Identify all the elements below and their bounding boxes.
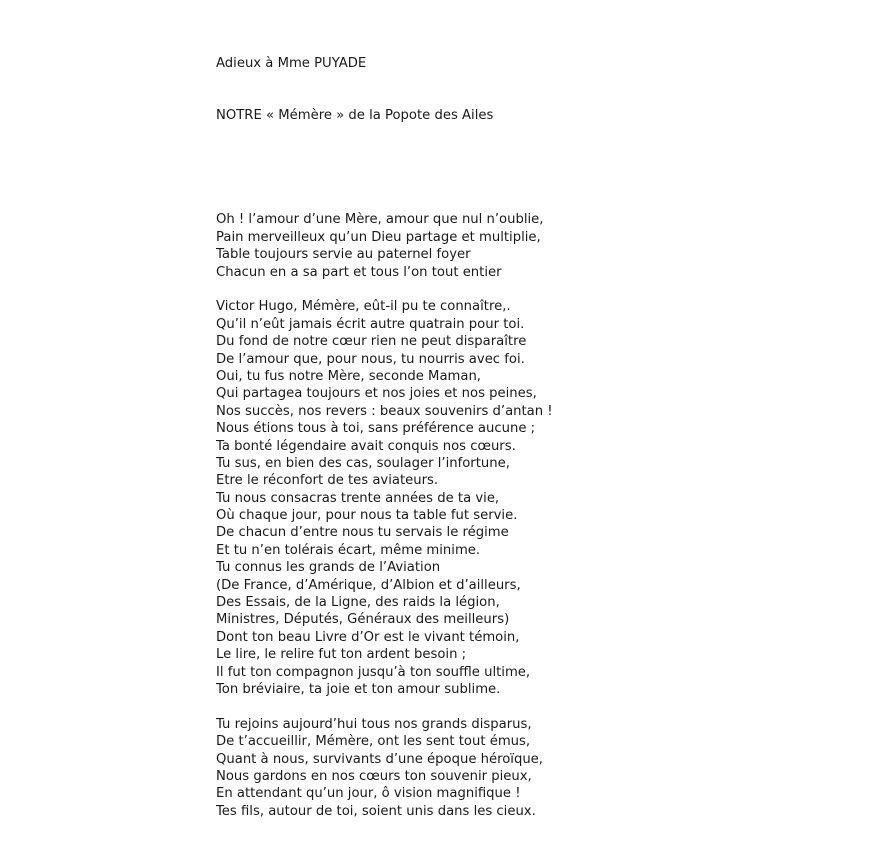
poem-line: Et tu n’en tolérais écart, même minime. [216,542,481,558]
poem-line: Nos succès, nos revers : beaux souvenirs d’antan ! [216,403,553,419]
poem-line: Nous gardons en nos cœurs ton souvenir pieux, [216,768,532,784]
poem-line: En attendant qu’un jour, ô vision magnifique ! [216,786,521,802]
poem-line: Ministres, Députés, Généraux des meilleurs) [216,612,510,628]
stanza [216,211,553,281]
poem-line: De chacun d’entre nous tu servais le régime [216,525,509,541]
poem-line: Ta bonté légendaire avait conquis nos cœurs. [216,438,516,454]
poem-text [216,20,553,855]
poem-line: Table toujours servie au paternel foyer [216,247,471,263]
poem-line: Tu rejoins aujourd’hui tous nos grands disparus, [216,716,532,732]
stanza [216,716,553,820]
poem-line: Victor Hugo, Mémère, eût-il pu te connaître,. [216,299,511,315]
poem-line: Qu’il n’eût jamais écrit autre quatrain pour toi. [216,316,525,332]
stanza-gap [216,281,553,298]
poem-line: Tes fils, autour de toi, soient unis dans les cieux. [216,803,536,819]
poem-line: (De France, d’Amérique, d’Albion et d’ailleurs, [216,577,521,593]
poem-line: Nous étions tous à toi, sans préférence aucune ; [216,421,536,437]
poem-stanzas [216,211,553,820]
poem-line: De l’amour que, pour nous, tu nourris avec foi. [216,351,525,367]
poem-line: Oui, tu fus notre Mère, seconde Maman, [216,368,481,384]
poem-line: Où chaque jour, pour nous ta table fut servie. [216,508,518,524]
stanza [216,298,553,698]
poem-line: Tu sus, en bien des cas, soulager l’infortune, [216,455,510,471]
poem-line: Chacun en a sa part et tous l’on tout entier [216,264,502,280]
poem-line: Des Essais, de la Ligne, des raids la légion, [216,595,500,611]
poem-line: Ton bréviaire, ta joie et ton amour sublime. [216,681,501,697]
poem-line: Tu connus les grands de l’Aviation [216,560,441,576]
poem-line: Tu nous consacras trente années de ta vie, [216,490,500,506]
poem-line: Quant à nous, survivants d’une époque héroïque, [216,751,543,767]
stanza-gap [216,698,553,715]
poem-subtitle: NOTRE « Mémère » de la Popote des Ailes [216,108,494,124]
poem-line: Dont ton beau Livre d’Or est le vivant témoin, [216,629,520,645]
poem-line: Il fut ton compagnon jusqu’à ton souffle ultime, [216,664,531,680]
poem-line: Pain merveilleux qu’un Dieu partage et multiplie, [216,229,541,245]
poem-title: Adieux à Mme PUYADE [216,55,367,71]
poem-line: Etre le réconfort de tes aviateurs. [216,473,439,489]
poem-line: De t’accueillir, Mémère, ont les sent tout émus, [216,734,531,750]
poem-line: Du fond de notre cœur rien ne peut disparaître [216,334,527,350]
poem-line: Qui partagea toujours et nos joies et nos peines, [216,386,537,402]
poem-line: Le lire, le relire fut ton ardent besoin ; [216,647,467,663]
stanza-gap [216,159,553,176]
poem-line: Oh ! l’amour d’une Mère, amour que nul n’oublie, [216,212,544,228]
